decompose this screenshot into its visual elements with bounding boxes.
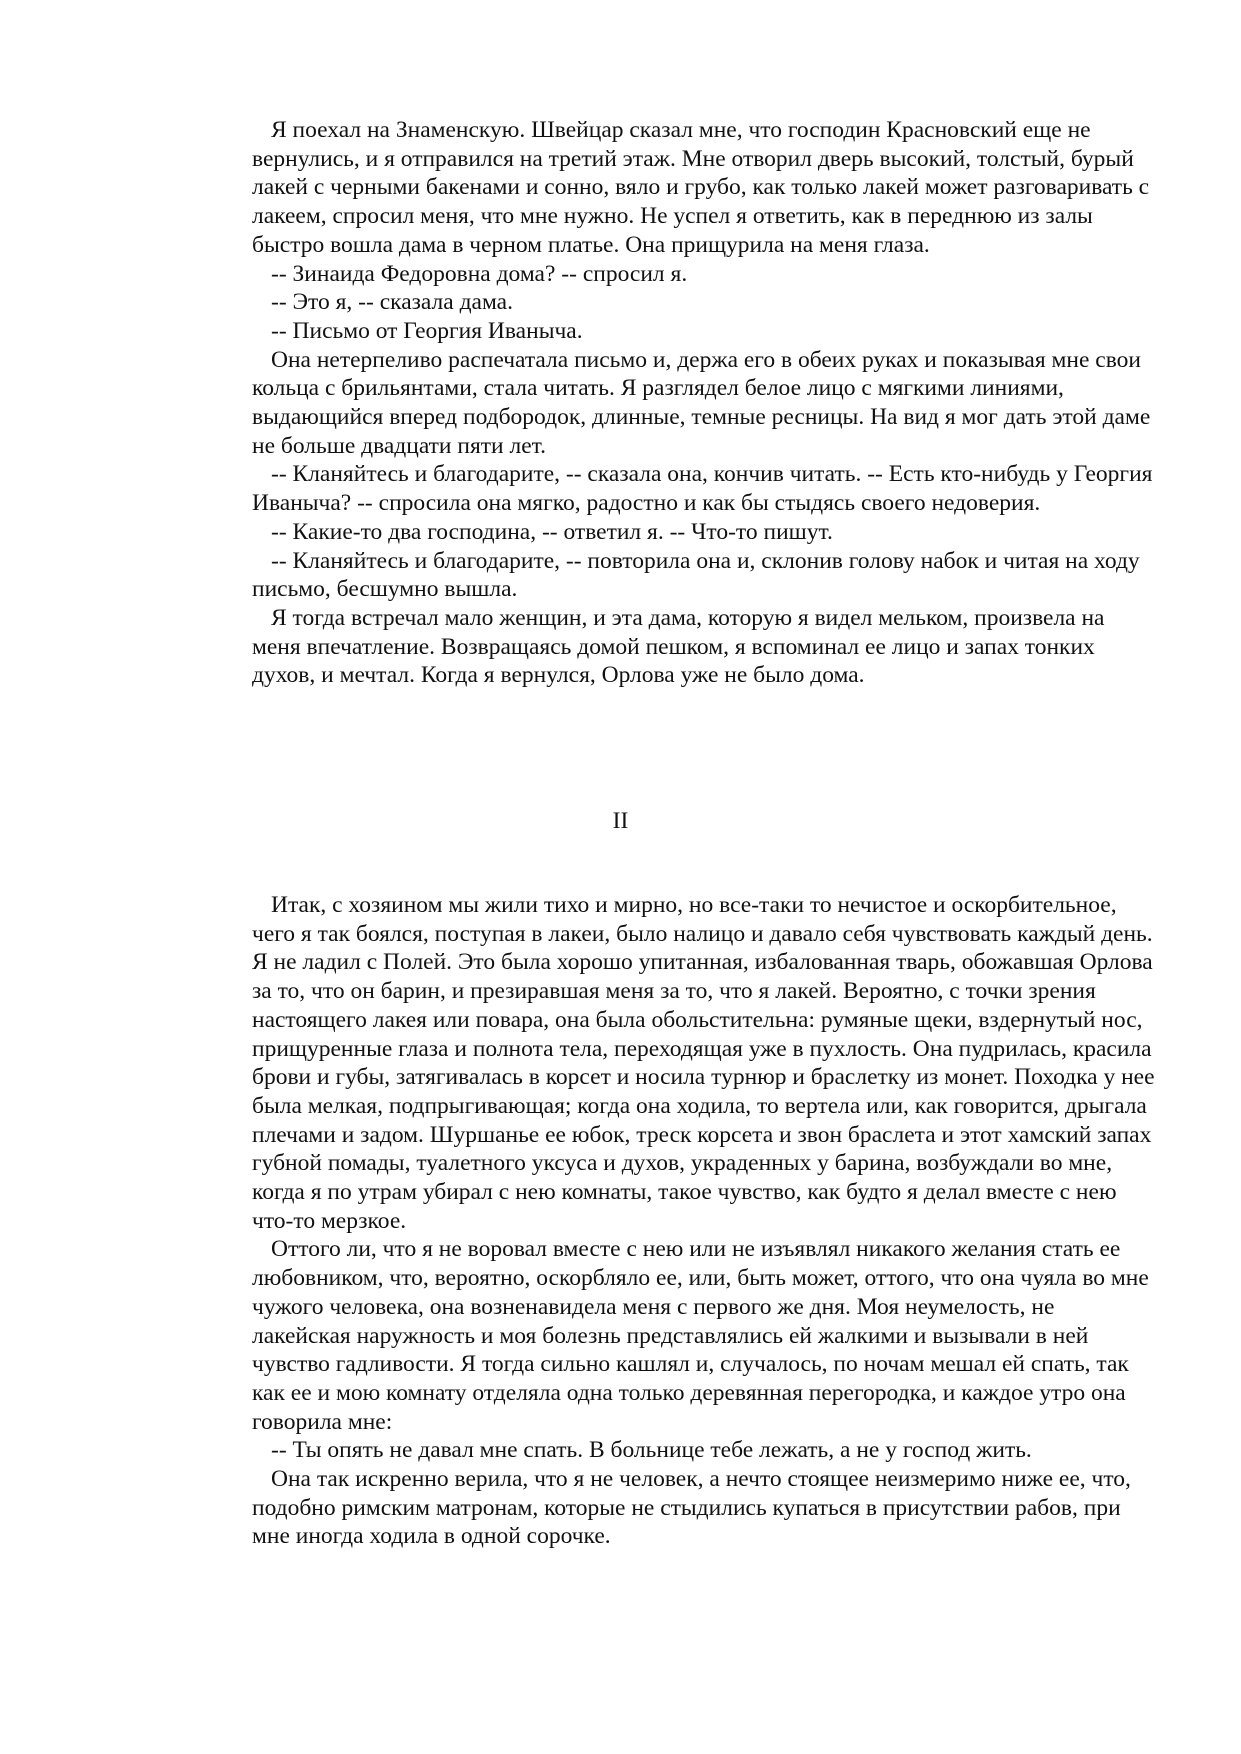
paragraph: -- Зинаида Федоровна дома? -- спросил я. [271, 260, 688, 287]
section-two-text [252, 891, 1157, 1551]
paragraph: Она нетерпеливо распечатала письмо и, держа его в обеих руках и показывая мне свои кольца с брильянтами, стала читать. Я разглядел белое лицо с мягкими линиями, выдающийся вперед подбородок, длинные, темные ресницы. На вид я мог дать этой даме не больше двадцати пяти лет. [252, 346, 1151, 459]
paragraph: Оттого ли, что я не воровал вместе с нею или не изъявлял никакого желания стать ее любовником, что, вероятно, оскорбляло ее, или, быть может, оттого, что она чуяла во мне чужого человека, она возненавидела меня с первого же дня. Моя неумелость, не лакейская наружность и моя болезнь представлялись ей жалкими и вызывали в ней чувство гадливости. Я тогда сильно кашлял и, случалось, по ночам мешал ей спать, так как ее и мою комнату отделяла одна только деревянная перегородка, и каждое утро она говорила мне: [252, 1236, 1149, 1435]
chapter-heading: II [612, 808, 629, 834]
paragraph: -- Письмо от Георгия Иваныча. [271, 317, 583, 344]
paragraph: -- Это я, -- сказала дама. [271, 289, 513, 316]
section-one-text [252, 116, 1157, 690]
paragraph: Итак, с хозяином мы жили тихо и мирно, но все-таки то нечистое и оскорбительное, чего я так боялся, поступая в лакеи, было налицо и давало себя чувствовать каждый день. Я не ладил с Полей. Это была хорошо упитанная, избалованная тварь, обожавшая Орлова за то, что он барин, и презиравшая меня за то, что я лакей. Вероятно, с точки зрения настоящего лакея или повара, она была обольстительна: румяные щеки, вздернутый нос, прищуренные глаза и полнота тела, переходящая уже в пухлость. Она пудрилась, красила брови и губы, затягивалась в корсет и носила турнюр и браслетку из монет. Походка у нее была мелкая, подпрыгивающая; когда она ходила, то вертела или, как говорится, дрыгала плечами и задом. Шуршанье ее юбок, треск корсета и звон браслета и этот хамский запах губной помады, туалетного уксуса и духов, украденных у барина, возбуждали во мне, когда я по утрам убирал с нею комнаты, такое чувство, как будто я делал вместе с нею что-то мерзкое. [252, 892, 1155, 1234]
paragraph: -- Какие-то два господина, -- ответил я. -- Что-то пишут. [271, 518, 833, 545]
paragraph: Она так искренно верила, что я не человек, а нечто стоящее неизмеримо ниже ее, что, подобно римским матронам, которые не стыдились купаться в присутствии рабов, при мне иногда ходила в одной сорочке. [252, 1466, 1131, 1550]
paragraph: Я поехал на Знаменскую. Швейцар сказал мне, что господин Красновский еще не вернулись, и я отправился на третий этаж. Мне отворил дверь высокий, толстый, бурый лакей с черными бакенами и сонно, вяло и грубо, как только лакей может разговаривать с лакеем, спросил меня, что мне нужно. Не успел я ответить, как в переднюю из залы быстро вошла дама в черном платье. Она прищурила на меня глаза. [252, 117, 1150, 258]
paragraph: -- Кланяйтесь и благодарите, -- повторила она и, склонив голову набок и читая на ходу письмо, бесшумно вышла. [252, 547, 1140, 603]
paragraph: -- Кланяйтесь и благодарите, -- сказала она, кончив читать. -- Есть кто-нибудь у Георгия Иваныча? -- спросила она мягко, радостно и как бы стыдясь своего недоверия. [252, 461, 1153, 517]
paragraph: Я тогда встречал мало женщин, и эта дама, которую я видел мельком, произвела на меня впечатление. Возвращаясь домой пешком, я вспоминал ее лицо и запах тонких духов, и мечтал. Когда я вернулся, Орлова уже не было дома. [252, 604, 1105, 689]
paragraph: -- Ты опять не давал мне спать. В больнице тебе лежать, а не у господ жить. [271, 1437, 1032, 1464]
